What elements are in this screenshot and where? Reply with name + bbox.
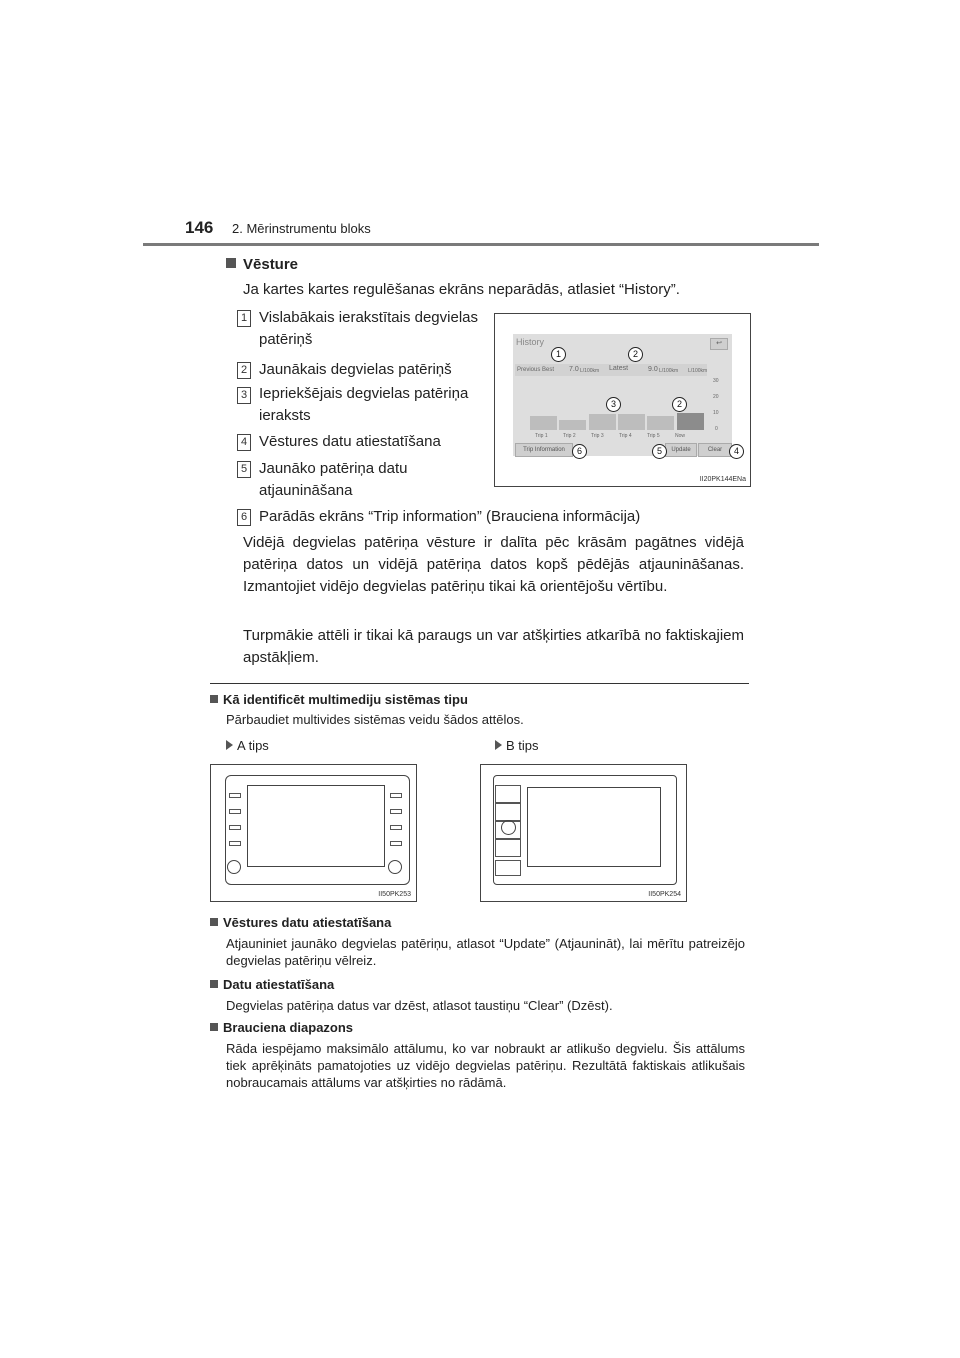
history-bar (530, 416, 557, 430)
trip-label: Now (675, 433, 686, 439)
item-text: Iepriekšējais degvielas patēriņa ieraksts (259, 385, 469, 424)
history-screen (513, 334, 732, 456)
header-divider (143, 243, 819, 246)
button-icon (390, 809, 402, 814)
range-text: Rāda iespējamo maksimālo attālumu, ko var nobraukt ar atlikušo degvielu. Šis attālums tiek aprēķināts pamatojoties uz vidējo degvielas patēriņu. Rezultātā faktiskais atlikušais nobraucamais attālums var atšķirties no rādāmā. (226, 1041, 745, 1090)
y-tick: 30 (713, 378, 719, 384)
square-bullet-icon (210, 918, 218, 926)
button-icon (390, 825, 402, 830)
chapter-title: 2. Mērinstrumentu bloks (232, 221, 371, 236)
callout-3: 3 (606, 397, 621, 412)
button-icon (229, 825, 241, 830)
triangle-bullet-icon (495, 740, 502, 750)
triangle-bullet-icon (226, 740, 233, 750)
button-icon (229, 793, 241, 798)
history-bar (618, 414, 645, 430)
previous-best-value: 7.0 (569, 366, 579, 373)
history-bar (677, 413, 704, 430)
trip-label: Trip 5 (647, 433, 660, 439)
type-b-figure (480, 764, 687, 902)
slot-icon (495, 860, 521, 876)
item-number: 3 (237, 387, 251, 404)
history-intro: Ja kartes kartes regulēšanas ekrāns neparādās, atlasiet “History”. (243, 281, 680, 298)
figure-caption: II20PK144ENa (699, 476, 746, 483)
trip-information-button[interactable]: Trip Information (515, 443, 573, 457)
item-number: 1 (237, 310, 251, 327)
callout-6: 6 (572, 444, 587, 459)
identify-heading: Kā identificēt multimediju sistēmas tipu (210, 692, 468, 707)
page-number: 146 (185, 218, 214, 237)
type-a-figure (210, 764, 417, 902)
item-text: Vēstures datu atiestatīšana (259, 433, 441, 450)
reset-heading: Vēstures datu atiestatīšana (210, 915, 391, 930)
type-b-label: B tips (495, 738, 539, 753)
y-tick: 10 (713, 410, 719, 416)
button-icon (390, 793, 402, 798)
callout-1: 1 (551, 347, 566, 362)
button-icon (495, 839, 521, 857)
history-bar (559, 420, 586, 430)
trip-label: Trip 2 (563, 433, 576, 439)
item-number: 4 (237, 434, 251, 451)
callout-2: 2 (628, 347, 643, 362)
update-button[interactable]: Update (665, 443, 697, 457)
section-divider (210, 683, 749, 684)
square-bullet-icon (210, 695, 218, 703)
trip-label: Trip 4 (619, 433, 632, 439)
latest-value: 9.0 (648, 366, 658, 373)
clear-button[interactable]: Clear (698, 443, 732, 457)
latest-unit: L/100km (659, 368, 679, 374)
history-heading: Vēsture (226, 256, 298, 273)
knob-icon (227, 860, 241, 874)
range-heading: Brauciena diapazons (210, 1020, 353, 1035)
y-tick: 20 (713, 394, 719, 400)
item-text: Vislabākais ierakstītais degvielas patēriņš (259, 309, 479, 348)
latest-label: Latest (609, 365, 629, 372)
axis-unit: L/100km (688, 368, 708, 374)
button-icon (229, 809, 241, 814)
type-a-label: A tips (226, 738, 269, 753)
item-text: Jaunākais degvielas patēriņš (259, 361, 452, 378)
item-number: 5 (237, 461, 251, 478)
trip-label: Trip 3 (591, 433, 604, 439)
item-text: Parādās ekrāns “Trip information” (Brauciena informācija) (259, 508, 641, 525)
square-bullet-icon (210, 1023, 218, 1031)
reset-text: Atjauniniet jaunāko degvielas patēriņu, atlasot “Update” (Atjaunināt), lai mērītu patreizējo degvielas patēriņu vēlreiz. (226, 936, 745, 968)
display-screen (247, 785, 385, 867)
square-bullet-icon (210, 980, 218, 988)
screen-title: History (516, 337, 545, 347)
data-reset-heading: Datu atiestatīšana (210, 977, 334, 992)
history-bar (647, 416, 674, 430)
history-paragraph-1: Vidējā degvielas patēriņa vēsture ir dalīta pēc krāsām pagātnes vidējā patēriņa datos un vidējā patēriņa datos kopš pēdējās atjaunināšanas. Izmantojiet vidējo degvielas patēriņu tikai kā orientējošu vērtību. (243, 534, 744, 595)
item-number: 2 (237, 362, 251, 379)
back-arrow-icon[interactable]: ↩ (710, 338, 728, 350)
identify-text: Pārbaudiet multivides sistēmas veidu šādos attēlos. (226, 712, 524, 727)
history-bar (589, 414, 616, 430)
item-number: 6 (237, 509, 251, 526)
button-icon (229, 841, 241, 846)
item-text: Jaunāko patēriņa datu atjaunināšana (259, 460, 408, 499)
callout-5: 5 (652, 444, 667, 459)
button-icon (495, 803, 521, 821)
display-screen (527, 787, 661, 867)
button-icon (495, 785, 521, 803)
button-icon (390, 841, 402, 846)
knob-icon (388, 860, 402, 874)
y-tick: 0 (715, 426, 718, 432)
square-bullet-icon (226, 258, 236, 268)
knob-icon (501, 820, 516, 835)
data-reset-text: Degvielas patēriņa datus var dzēst, atlasot taustiņu “Clear” (Dzēst). (226, 998, 613, 1013)
history-screen-figure (494, 313, 751, 487)
figure-caption: II50PK253 (378, 891, 411, 898)
figure-caption: II50PK254 (648, 891, 681, 898)
trip-label: Trip 1 (535, 433, 548, 439)
previous-best-label: Previous Best (517, 367, 555, 373)
history-paragraph-2: Turpmākie attēli ir tikai kā paraugs un var atšķirties atkarībā no faktiskajiem apstākļiem. (243, 627, 744, 666)
callout-2: 2 (672, 397, 687, 412)
previous-best-unit: L/100km (580, 368, 600, 374)
callout-4: 4 (729, 444, 744, 459)
